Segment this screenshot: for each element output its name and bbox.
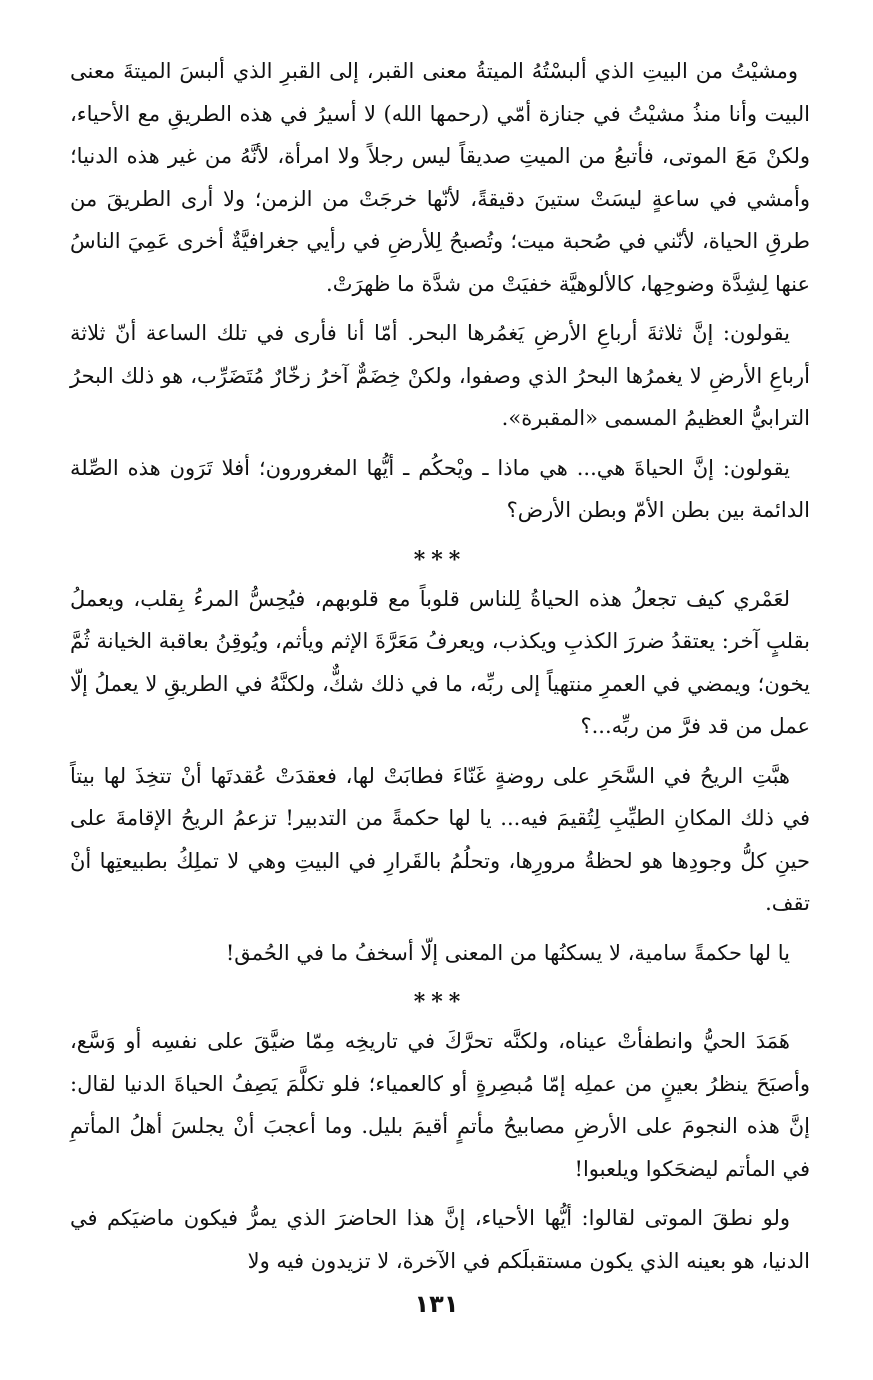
section-separator-1: *** (413, 546, 467, 573)
paragraph-2: يقولون: إنَّ ثلاثةَ أرباعِ الأرضِ يَغمُرها البحر. أمّا أنا فأرى في تلك الساعة أنّ ثلاثة أرباعِ الأرضِ لا يغمرُها البحرُ الذي وصفوا، ولكنْ خِضَمٌّ آخرُ زخّارٌ مُتَضَرِّب، هو ذلك البحرُ الترابيُّ العظيمُ المسمى «المقبرة». (70, 321, 810, 430)
paragraph-8: ولو نطقَ الموتى لقالوا: أيُّها الأحياء، إنَّ هذا الحاضرَ الذي يمرُّ فيكون ماضيَكم في الدنيا، هو بعينه الذي يكون مستقبلَكم في الآخرة، لا تزيدون فيه ولا (70, 1206, 810, 1273)
page-number: ١٣١ (414, 1290, 459, 1318)
section-separator-2: *** (413, 989, 467, 1015)
paragraph-5: هبَّتِ الريحُ في السَّحَرِ على روضةٍ غَنّاءَ فطابَتْ لها، فعقدَتْ عُقدتَها أنْ تتخِذَ لها بيتاً في ذلك المكانِ الطيِّبِ لِتُقيمَ فيه... يا لها حكمةً من التدبير! تزعمُ الريحُ الإقامةَ على حينِ كلُّ وجودِها هو لحظةُ مرورِها، وتحلُمُ بالقَرارِ في البيتِ وهي لا تملِكُ بطبيعتِها أنْ تقف. (70, 763, 810, 915)
paragraph-3: يقولون: إنَّ الحياةَ هي... هي ماذا ـ ويْحكُم ـ أيُّها المغرورون؛ أفلا تَرَون هذه الصِّلة الدائمة بين بطن الأمّ وبطن الأرض؟ (70, 455, 810, 522)
paragraph-4: لعَمْري كيف تجعلُ هذه الحياةُ لِلناس قلوباً مع قلوبهم، فيُحِسُّ المرءُ بِقلب، ويعملُ بقلبٍ آخر: يعتقدُ ضررَ الكذبِ ويكذب، ويعرفُ مَعَرَّةَ الإثم ويأثم، ويُوقِنُ بعاقبة الخيانة ثُمَّ يخون؛ ويمضي في العمرِ منتهياً إلى ربِّه، ما في ذلك شكٌّ، ولكنَّهُ في الطريقِ لا يعملُ إلّا عمل من قد فرَّ من ربِّه...؟ (70, 586, 810, 738)
paragraph-6: يا لها حكمةً سامية، لا يسكنُها من المعنى إلّا أسخفُ ما في الحُمق! (225, 940, 790, 965)
paragraph-7: هَمَدَ الحيُّ وانطفأتْ عيناه، ولكنَّه تحرَّكَ في تاريخِه مِمّا ضيَّقَ على نفسِه أو وَسَّع، وأصبَحَ ينظرُ بعينٍ من عملِه إمّا مُبصِرةٍ أو كالعمياء؛ فلو تكلَّمَ يَصِفُ الحياةَ الدنيا لقال: إنَّ هذه النجومَ على الأرضِ مصابيحُ مأتمٍ أقيمَ بليل. وما أعجبَ أنْ يجلسَ أهلُ المأتمِ في المأتم ليضحَكوا ويلعبوا! (70, 1029, 810, 1181)
paragraph-1: ومشيْتُ من البيتِ الذي ألبسْتُهُ الميتةُ معنى القبر، إلى القبرِ الذي ألبسَ الميتةَ معنى البيت وأنا منذُ مشيْتُ في جنازة أمّي (رحمها الله) لا أسيرُ في هذه الطريقِ مع الأحياء، ولكنْ مَعَ الموتى، فأتبعُ من الميتِ صديقاً ليس رجلاً ولا امرأة، لأنَّهُ من غير هذه الدنيا؛ وأمشي في ساعةٍ ليسَتْ ستينَ دقيقةً، لأنّها خرجَتْ من الزمن؛ ولا أرى الطريقَ من طرقِ الحياة، لأنّني في صُحبة ميت؛ وتُصبحُ لِلأرضِ في رأيي جغرافيَّةٌ أخرى عَمِيَ الناسُ عنها لِشِدَّة وضوحِها، كالألوهيَّة خفيَتْ من شدَّة ما ظهرَتْ. (70, 59, 810, 296)
page-body (70, 50, 810, 1289)
